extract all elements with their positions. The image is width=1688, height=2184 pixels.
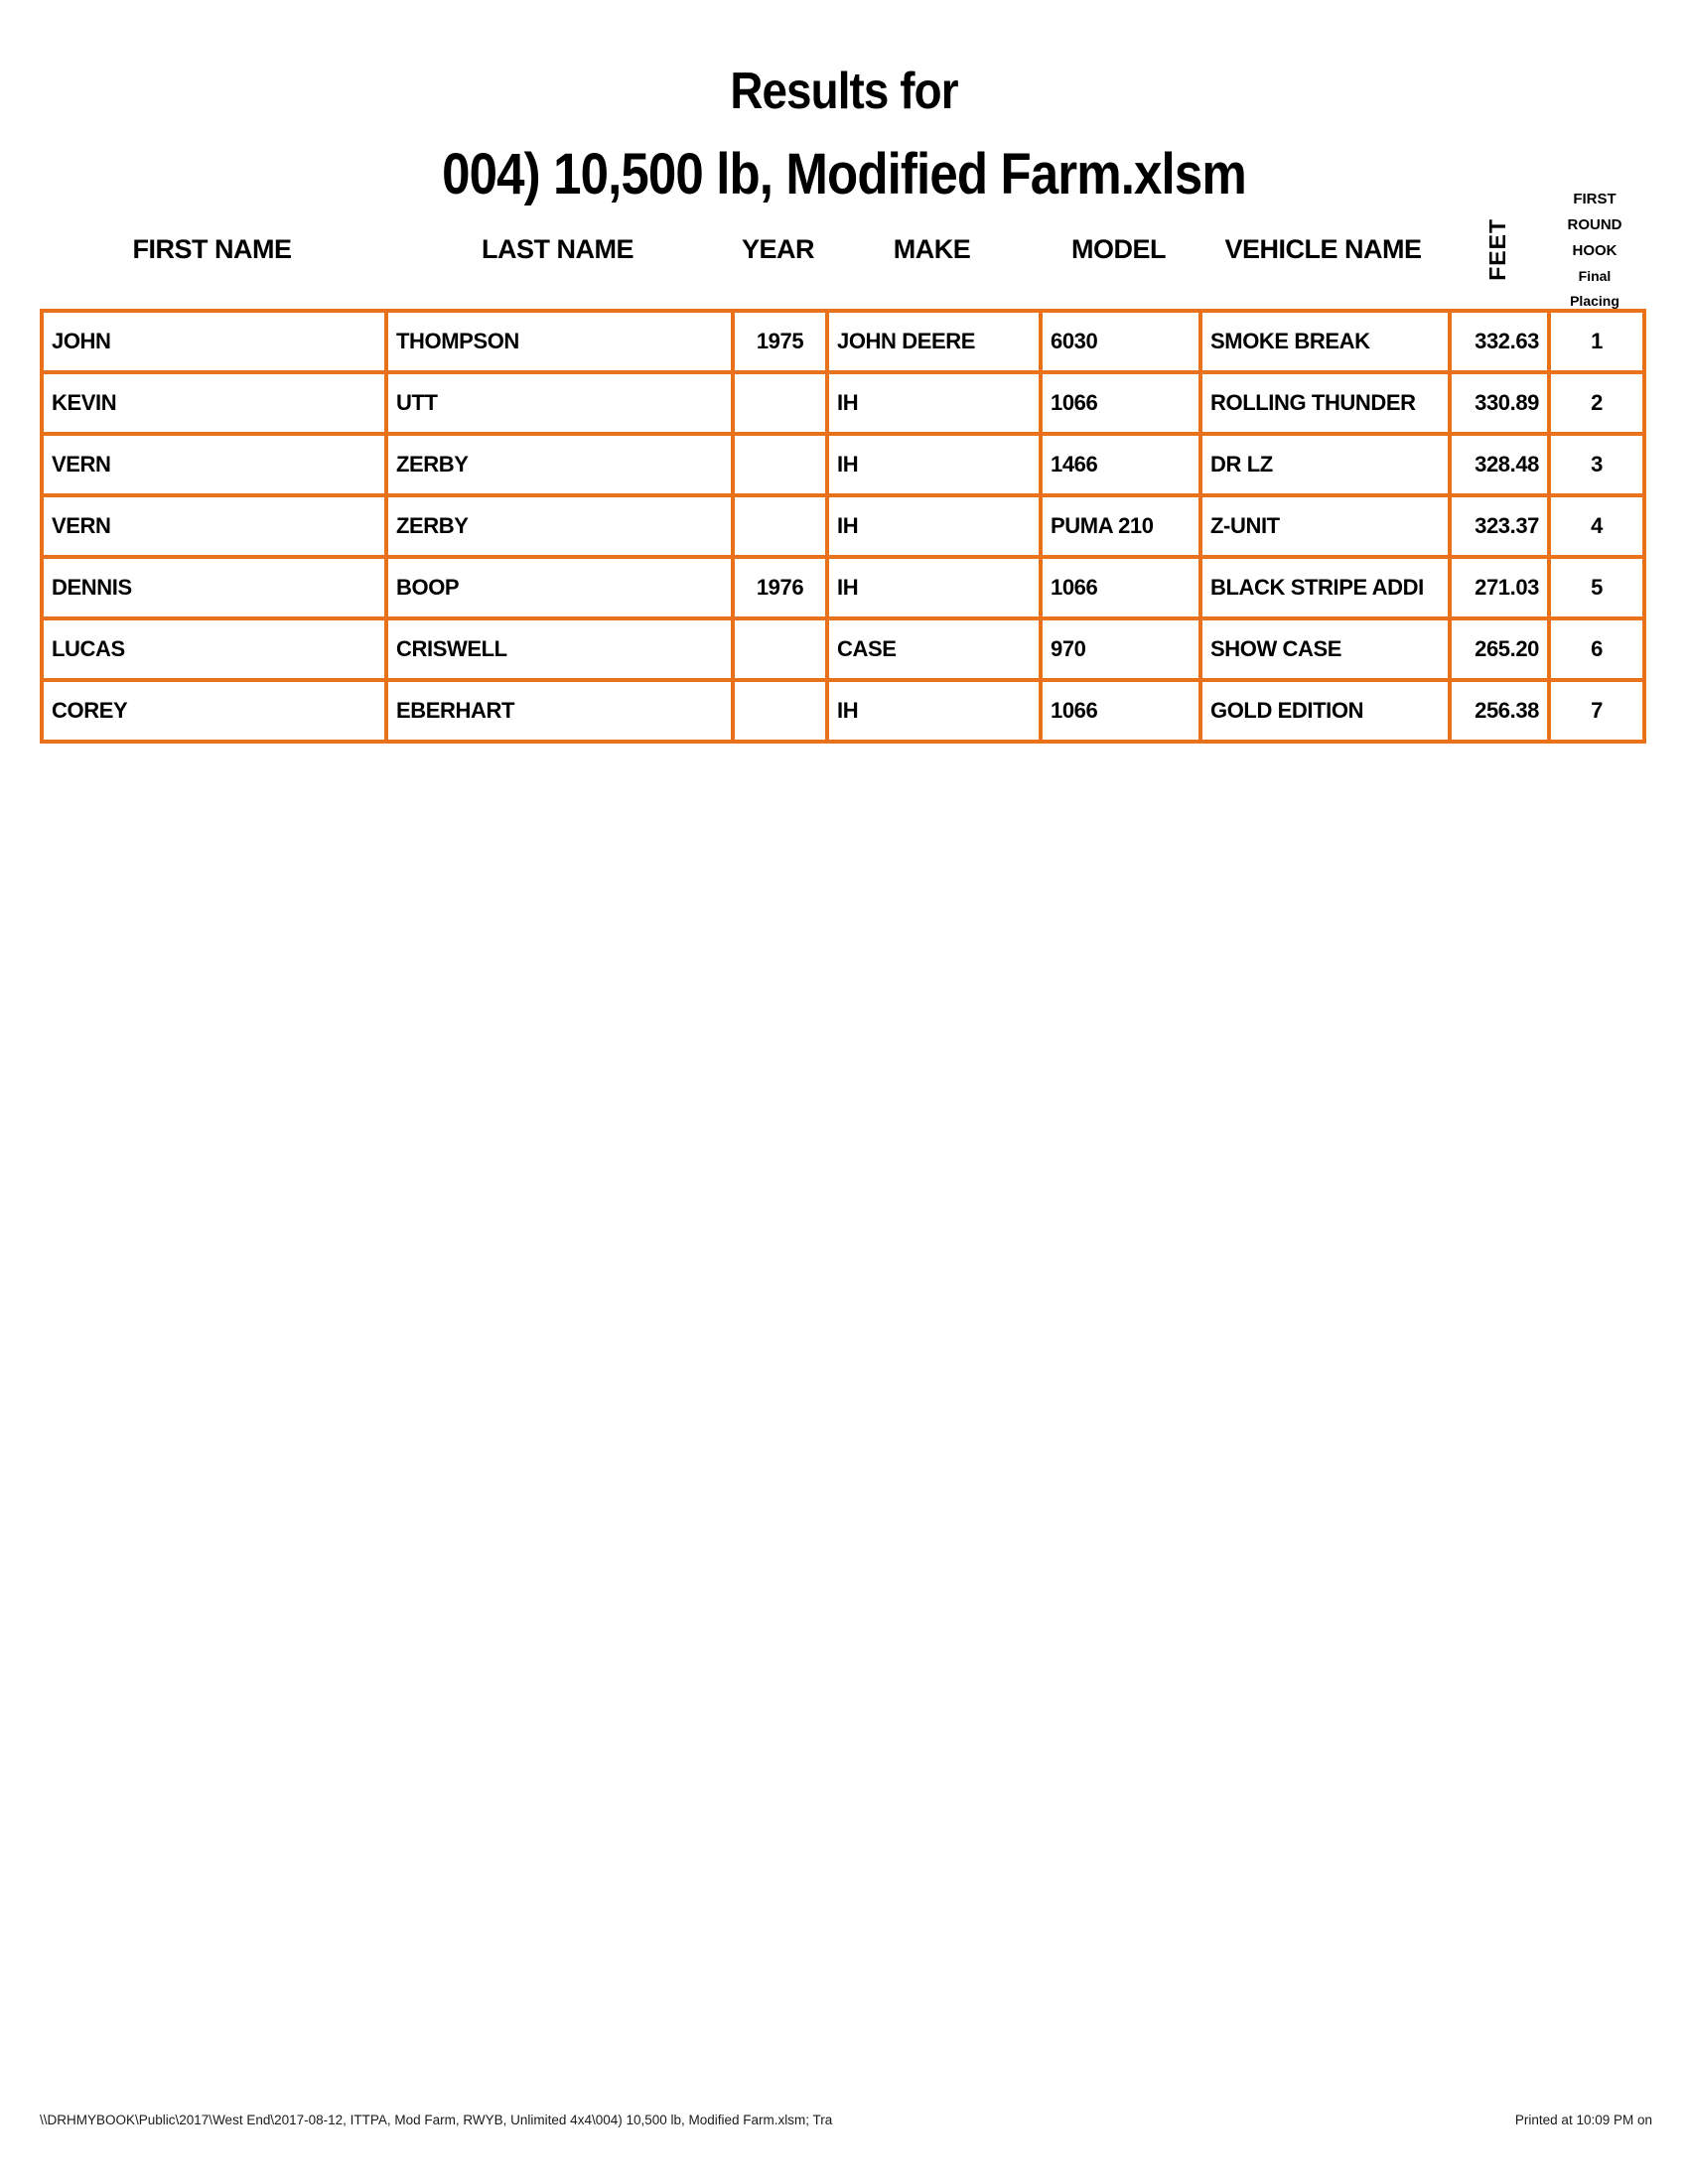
cell-make: JOHN DEERE (827, 311, 1041, 372)
table-row (42, 372, 1644, 434)
table-row (42, 618, 1644, 680)
cell-last-name: THOMPSON (386, 311, 733, 372)
column-header-last-name: LAST NAME (482, 233, 633, 264)
cell-year (733, 434, 827, 495)
cell-vehicle-name: BLACK STRIPE ADDI (1200, 557, 1450, 618)
cell-model: 1066 (1041, 680, 1200, 742)
table-row (42, 434, 1644, 495)
cell-make: IH (827, 680, 1041, 742)
cell-model: PUMA 210 (1041, 495, 1200, 557)
cell-first-name: LUCAS (42, 618, 386, 680)
cell-year (733, 495, 827, 557)
column-header-make: MAKE (893, 233, 971, 264)
cell-model: 6030 (1041, 311, 1200, 372)
cell-year (733, 680, 827, 742)
cell-last-name: ZERBY (386, 495, 733, 557)
table-row (42, 311, 1644, 372)
page-title-line2: 004) 10,500 lb, Modified Farm.xlsm (442, 142, 1246, 206)
placing-header-line: Placing (1570, 293, 1619, 309)
cell-last-name: EBERHART (386, 680, 733, 742)
cell-first-name: JOHN (42, 311, 386, 372)
cell-vehicle-name: DR LZ (1200, 434, 1450, 495)
cell-make: IH (827, 557, 1041, 618)
placing-header-line: HOOK (1572, 242, 1618, 259)
cell-model: 1466 (1041, 434, 1200, 495)
cell-placing: 7 (1549, 680, 1644, 742)
cell-year: 1975 (733, 311, 827, 372)
table-header-row (40, 185, 1642, 309)
cell-model: 970 (1041, 618, 1200, 680)
cell-feet: 330.89 (1450, 372, 1549, 434)
cell-first-name: KEVIN (42, 372, 386, 434)
cell-feet: 332.63 (1450, 311, 1549, 372)
cell-feet: 271.03 (1450, 557, 1549, 618)
cell-year (733, 372, 827, 434)
column-header-placing (1547, 185, 1642, 314)
cell-first-name: VERN (42, 495, 386, 557)
cell-placing: 1 (1549, 311, 1644, 372)
footer-file-path: \\DRHMYBOOK\Public\2017\West End\2017-08-12, ITTPA, Mod Farm, RWYB, Unlimited 4x4\004) 10,500 lb, Modified Farm.xlsm; Tra (40, 2113, 833, 2127)
cell-year: 1976 (733, 557, 827, 618)
cell-feet: 256.38 (1450, 680, 1549, 742)
column-header-first-name: FIRST NAME (132, 233, 292, 264)
cell-feet: 265.20 (1450, 618, 1549, 680)
cell-placing: 3 (1549, 434, 1644, 495)
cell-year (733, 618, 827, 680)
cell-last-name: UTT (386, 372, 733, 434)
footer-printed-at: Printed at 10:09 PM on (1514, 2113, 1652, 2127)
cell-last-name: ZERBY (386, 434, 733, 495)
cell-placing: 4 (1549, 495, 1644, 557)
table-row (42, 495, 1644, 557)
cell-vehicle-name: GOLD EDITION (1200, 680, 1450, 742)
cell-model: 1066 (1041, 557, 1200, 618)
page-title-line1: Results for (730, 63, 958, 120)
cell-last-name: BOOP (386, 557, 733, 618)
cell-placing: 2 (1549, 372, 1644, 434)
cell-feet: 328.48 (1450, 434, 1549, 495)
cell-placing: 5 (1549, 557, 1644, 618)
cell-make: CASE (827, 618, 1041, 680)
table-row (42, 680, 1644, 742)
cell-vehicle-name: SHOW CASE (1200, 618, 1450, 680)
results-table (40, 309, 1646, 744)
cell-vehicle-name: SMOKE BREAK (1200, 311, 1450, 372)
column-header-vehicle-name: VEHICLE NAME (1224, 233, 1422, 264)
cell-feet: 323.37 (1450, 495, 1549, 557)
cell-placing: 6 (1549, 618, 1644, 680)
placing-header-line: FIRST (1573, 191, 1617, 207)
column-header-model: MODEL (1071, 233, 1166, 264)
cell-first-name: VERN (42, 434, 386, 495)
cell-make: IH (827, 434, 1041, 495)
placing-header-line: ROUND (1567, 216, 1622, 233)
cell-first-name: COREY (42, 680, 386, 742)
column-header-year: YEAR (741, 233, 814, 264)
cell-last-name: CRISWELL (386, 618, 733, 680)
cell-vehicle-name: ROLLING THUNDER (1200, 372, 1450, 434)
cell-make: IH (827, 372, 1041, 434)
cell-first-name: DENNIS (42, 557, 386, 618)
cell-vehicle-name: Z-UNIT (1200, 495, 1450, 557)
cell-model: 1066 (1041, 372, 1200, 434)
feet-rotated-label: FEET (1483, 217, 1510, 281)
table-row (42, 557, 1644, 618)
column-header-feet (1448, 185, 1547, 314)
cell-make: IH (827, 495, 1041, 557)
placing-header-line: Final (1578, 268, 1612, 284)
